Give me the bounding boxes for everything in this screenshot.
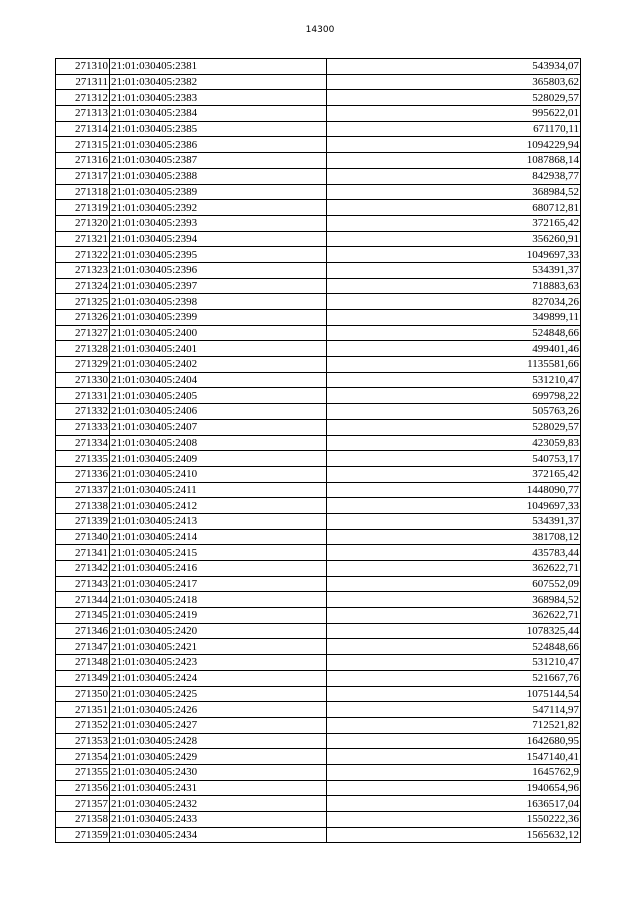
cadastral-value-cell: 521667,76 xyxy=(327,670,581,686)
row-number-cell: 271318 xyxy=(56,184,110,200)
cadastral-number-cell: 21:01:030405:2392 xyxy=(110,200,327,216)
cadastral-number-cell: 21:01:030405:2384 xyxy=(110,106,327,122)
table-row xyxy=(56,561,581,577)
cadastral-value-cell: 827034,26 xyxy=(327,294,581,310)
cadastral-number-cell: 21:01:030405:2407 xyxy=(110,419,327,435)
cadastral-number-cell: 21:01:030405:2400 xyxy=(110,325,327,341)
cadastral-number-cell: 21:01:030405:2425 xyxy=(110,686,327,702)
table-row xyxy=(56,294,581,310)
table-row xyxy=(56,59,581,75)
table-row xyxy=(56,121,581,137)
row-number-cell: 271317 xyxy=(56,168,110,184)
table-row xyxy=(56,655,581,671)
table-row xyxy=(56,717,581,733)
cadastral-number-cell: 21:01:030405:2413 xyxy=(110,513,327,529)
cadastral-number-cell: 21:01:030405:2389 xyxy=(110,184,327,200)
row-number-cell: 271313 xyxy=(56,106,110,122)
cadastral-value-cell: 1049697,33 xyxy=(327,498,581,514)
row-number-cell: 271315 xyxy=(56,137,110,153)
table-row xyxy=(56,733,581,749)
cadastral-value-cell: 528029,57 xyxy=(327,90,581,106)
row-number-cell: 271316 xyxy=(56,153,110,169)
table-row xyxy=(56,90,581,106)
table-row xyxy=(56,482,581,498)
row-number-cell: 271358 xyxy=(56,812,110,828)
cadastral-number-cell: 21:01:030405:2431 xyxy=(110,780,327,796)
table-row xyxy=(56,231,581,247)
cadastral-number-cell: 21:01:030405:2410 xyxy=(110,466,327,482)
table-row xyxy=(56,812,581,828)
cadastral-value-cell: 995622,01 xyxy=(327,106,581,122)
row-number-cell: 271310 xyxy=(56,59,110,75)
table-row xyxy=(56,623,581,639)
table-row xyxy=(56,372,581,388)
page-number: 14300 xyxy=(305,25,335,35)
cadastral-number-cell: 21:01:030405:2397 xyxy=(110,278,327,294)
table-row xyxy=(56,576,581,592)
row-number-cell: 271351 xyxy=(56,702,110,718)
row-number-cell: 271344 xyxy=(56,592,110,608)
table-row xyxy=(56,466,581,482)
row-number-cell: 271341 xyxy=(56,545,110,561)
cadastral-number-cell: 21:01:030405:2388 xyxy=(110,168,327,184)
cadastral-value-cell: 842938,77 xyxy=(327,168,581,184)
cadastral-value-cell: 381708,12 xyxy=(327,529,581,545)
row-number-cell: 271320 xyxy=(56,215,110,231)
cadastral-value-cell: 531210,47 xyxy=(327,372,581,388)
cadastral-number-cell: 21:01:030405:2419 xyxy=(110,608,327,624)
row-number-cell: 271311 xyxy=(56,74,110,90)
table-row xyxy=(56,404,581,420)
cadastral-value-cell: 1049697,33 xyxy=(327,247,581,263)
cadastral-number-cell: 21:01:030405:2411 xyxy=(110,482,327,498)
row-number-cell: 271350 xyxy=(56,686,110,702)
cadastral-number-cell: 21:01:030405:2398 xyxy=(110,294,327,310)
table-row xyxy=(56,106,581,122)
cadastral-number-cell: 21:01:030405:2383 xyxy=(110,90,327,106)
cadastral-number-cell: 21:01:030405:2399 xyxy=(110,310,327,326)
cadastral-value-cell: 680712,81 xyxy=(327,200,581,216)
cadastral-value-cell: 505763,26 xyxy=(327,404,581,420)
row-number-cell: 271340 xyxy=(56,529,110,545)
cadastral-number-cell: 21:01:030405:2424 xyxy=(110,670,327,686)
row-number-cell: 271347 xyxy=(56,639,110,655)
row-number-cell: 271328 xyxy=(56,341,110,357)
cadastral-value-cell: 435783,44 xyxy=(327,545,581,561)
table-row xyxy=(56,686,581,702)
cadastral-value-cell: 1550222,36 xyxy=(327,812,581,828)
cadastral-value-cell: 356260,91 xyxy=(327,231,581,247)
cadastral-value-cell: 368984,52 xyxy=(327,184,581,200)
cadastral-number-cell: 21:01:030405:2412 xyxy=(110,498,327,514)
cadastral-number-cell: 21:01:030405:2418 xyxy=(110,592,327,608)
cadastral-value-cell: 1645762,9 xyxy=(327,764,581,780)
cadastral-value-cell: 528029,57 xyxy=(327,419,581,435)
table-row xyxy=(56,278,581,294)
cadastral-number-cell: 21:01:030405:2417 xyxy=(110,576,327,592)
row-number-cell: 271331 xyxy=(56,388,110,404)
cadastral-number-cell: 21:01:030405:2408 xyxy=(110,435,327,451)
table-row xyxy=(56,184,581,200)
cadastral-value-cell: 1547140,41 xyxy=(327,749,581,765)
table-row xyxy=(56,780,581,796)
cadastral-number-cell: 21:01:030405:2401 xyxy=(110,341,327,357)
row-number-cell: 271359 xyxy=(56,827,110,843)
table-row xyxy=(56,827,581,843)
cadastral-number-cell: 21:01:030405:2426 xyxy=(110,702,327,718)
table-row xyxy=(56,310,581,326)
cadastral-number-cell: 21:01:030405:2382 xyxy=(110,74,327,90)
table-row xyxy=(56,749,581,765)
cadastral-value-cell: 362622,71 xyxy=(327,608,581,624)
row-number-cell: 271345 xyxy=(56,608,110,624)
cadastral-value-cell: 671170,11 xyxy=(327,121,581,137)
table-row xyxy=(56,796,581,812)
cadastral-number-cell: 21:01:030405:2415 xyxy=(110,545,327,561)
cadastral-value-cell: 1636517,04 xyxy=(327,796,581,812)
row-number-cell: 271334 xyxy=(56,435,110,451)
cadastral-value-cell: 540753,17 xyxy=(327,451,581,467)
cadastral-number-cell: 21:01:030405:2396 xyxy=(110,262,327,278)
row-number-cell: 271333 xyxy=(56,419,110,435)
row-number-cell: 271339 xyxy=(56,513,110,529)
cadastral-value-cell: 1094229,94 xyxy=(327,137,581,153)
cadastral-number-cell: 21:01:030405:2414 xyxy=(110,529,327,545)
table-row xyxy=(56,702,581,718)
cadastral-number-cell: 21:01:030405:2395 xyxy=(110,247,327,263)
cadastral-number-cell: 21:01:030405:2428 xyxy=(110,733,327,749)
cadastral-value-cell: 534391,37 xyxy=(327,513,581,529)
row-number-cell: 271312 xyxy=(56,90,110,106)
row-number-cell: 271337 xyxy=(56,482,110,498)
cadastral-number-cell: 21:01:030405:2381 xyxy=(110,59,327,75)
table-row xyxy=(56,341,581,357)
table-row xyxy=(56,498,581,514)
cadastral-value-cell: 1078325,44 xyxy=(327,623,581,639)
cadastral-number-cell: 21:01:030405:2421 xyxy=(110,639,327,655)
cadastral-value-table xyxy=(55,58,581,843)
row-number-cell: 271346 xyxy=(56,623,110,639)
row-number-cell: 271321 xyxy=(56,231,110,247)
cadastral-value-cell: 1087868,14 xyxy=(327,153,581,169)
row-number-cell: 271355 xyxy=(56,764,110,780)
cadastral-value-cell: 543934,07 xyxy=(327,59,581,75)
cadastral-value-cell: 718883,63 xyxy=(327,278,581,294)
table-row xyxy=(56,529,581,545)
cadastral-number-cell: 21:01:030405:2416 xyxy=(110,561,327,577)
cadastral-number-cell: 21:01:030405:2402 xyxy=(110,357,327,373)
row-number-cell: 271336 xyxy=(56,466,110,482)
row-number-cell: 271335 xyxy=(56,451,110,467)
table-row xyxy=(56,247,581,263)
table-row xyxy=(56,200,581,216)
cadastral-value-cell: 547114,97 xyxy=(327,702,581,718)
table-row xyxy=(56,357,581,373)
table-row xyxy=(56,388,581,404)
cadastral-number-cell: 21:01:030405:2427 xyxy=(110,717,327,733)
cadastral-value-cell: 1565632,12 xyxy=(327,827,581,843)
row-number-cell: 271338 xyxy=(56,498,110,514)
table-row xyxy=(56,608,581,624)
cadastral-number-cell: 21:01:030405:2433 xyxy=(110,812,327,828)
cadastral-number-cell: 21:01:030405:2409 xyxy=(110,451,327,467)
row-number-cell: 271323 xyxy=(56,262,110,278)
cadastral-value-cell: 372165,42 xyxy=(327,466,581,482)
cadastral-value-cell: 524848,66 xyxy=(327,325,581,341)
cadastral-value-cell: 362622,71 xyxy=(327,561,581,577)
cadastral-value-cell: 534391,37 xyxy=(327,262,581,278)
table-row xyxy=(56,153,581,169)
table-row xyxy=(56,262,581,278)
cadastral-number-cell: 21:01:030405:2393 xyxy=(110,215,327,231)
row-number-cell: 271326 xyxy=(56,310,110,326)
cadastral-value-cell: 607552,09 xyxy=(327,576,581,592)
cadastral-number-cell: 21:01:030405:2430 xyxy=(110,764,327,780)
row-number-cell: 271319 xyxy=(56,200,110,216)
table-body xyxy=(56,59,581,843)
table-row xyxy=(56,764,581,780)
cadastral-value-cell: 1940654,96 xyxy=(327,780,581,796)
cadastral-number-cell: 21:01:030405:2429 xyxy=(110,749,327,765)
table-row xyxy=(56,545,581,561)
cadastral-value-cell: 1448090,77 xyxy=(327,482,581,498)
table-row xyxy=(56,325,581,341)
cadastral-number-cell: 21:01:030405:2420 xyxy=(110,623,327,639)
row-number-cell: 271356 xyxy=(56,780,110,796)
cadastral-number-cell: 21:01:030405:2432 xyxy=(110,796,327,812)
row-number-cell: 271354 xyxy=(56,749,110,765)
row-number-cell: 271330 xyxy=(56,372,110,388)
row-number-cell: 271348 xyxy=(56,655,110,671)
table-row xyxy=(56,592,581,608)
row-number-cell: 271342 xyxy=(56,561,110,577)
row-number-cell: 271324 xyxy=(56,278,110,294)
row-number-cell: 271332 xyxy=(56,404,110,420)
cadastral-number-cell: 21:01:030405:2386 xyxy=(110,137,327,153)
cadastral-number-cell: 21:01:030405:2385 xyxy=(110,121,327,137)
row-number-cell: 271357 xyxy=(56,796,110,812)
row-number-cell: 271349 xyxy=(56,670,110,686)
cadastral-value-cell: 1075144,54 xyxy=(327,686,581,702)
table-row xyxy=(56,513,581,529)
cadastral-number-cell: 21:01:030405:2434 xyxy=(110,827,327,843)
cadastral-number-cell: 21:01:030405:2394 xyxy=(110,231,327,247)
cadastral-value-cell: 712521,82 xyxy=(327,717,581,733)
row-number-cell: 271325 xyxy=(56,294,110,310)
cadastral-value-cell: 1135581,66 xyxy=(327,357,581,373)
table-row xyxy=(56,670,581,686)
row-number-cell: 271353 xyxy=(56,733,110,749)
cadastral-value-cell: 349899,11 xyxy=(327,310,581,326)
row-number-cell: 271329 xyxy=(56,357,110,373)
cadastral-number-cell: 21:01:030405:2423 xyxy=(110,655,327,671)
cadastral-value-cell: 368984,52 xyxy=(327,592,581,608)
table-row xyxy=(56,639,581,655)
cadastral-value-cell: 423059,83 xyxy=(327,435,581,451)
cadastral-value-cell: 1642680,95 xyxy=(327,733,581,749)
table-row xyxy=(56,137,581,153)
table-row xyxy=(56,435,581,451)
row-number-cell: 271314 xyxy=(56,121,110,137)
cadastral-number-cell: 21:01:030405:2404 xyxy=(110,372,327,388)
table-row xyxy=(56,215,581,231)
cadastral-value-cell: 365803,62 xyxy=(327,74,581,90)
table-row xyxy=(56,419,581,435)
cadastral-value-cell: 531210,47 xyxy=(327,655,581,671)
row-number-cell: 271352 xyxy=(56,717,110,733)
table-row xyxy=(56,168,581,184)
cadastral-value-cell: 524848,66 xyxy=(327,639,581,655)
cadastral-value-cell: 699798,22 xyxy=(327,388,581,404)
cadastral-number-cell: 21:01:030405:2387 xyxy=(110,153,327,169)
cadastral-value-cell: 499401,46 xyxy=(327,341,581,357)
row-number-cell: 271322 xyxy=(56,247,110,263)
cadastral-number-cell: 21:01:030405:2406 xyxy=(110,404,327,420)
table-row xyxy=(56,451,581,467)
cadastral-number-cell: 21:01:030405:2405 xyxy=(110,388,327,404)
row-number-cell: 271343 xyxy=(56,576,110,592)
cadastral-value-cell: 372165,42 xyxy=(327,215,581,231)
row-number-cell: 271327 xyxy=(56,325,110,341)
table-row xyxy=(56,74,581,90)
